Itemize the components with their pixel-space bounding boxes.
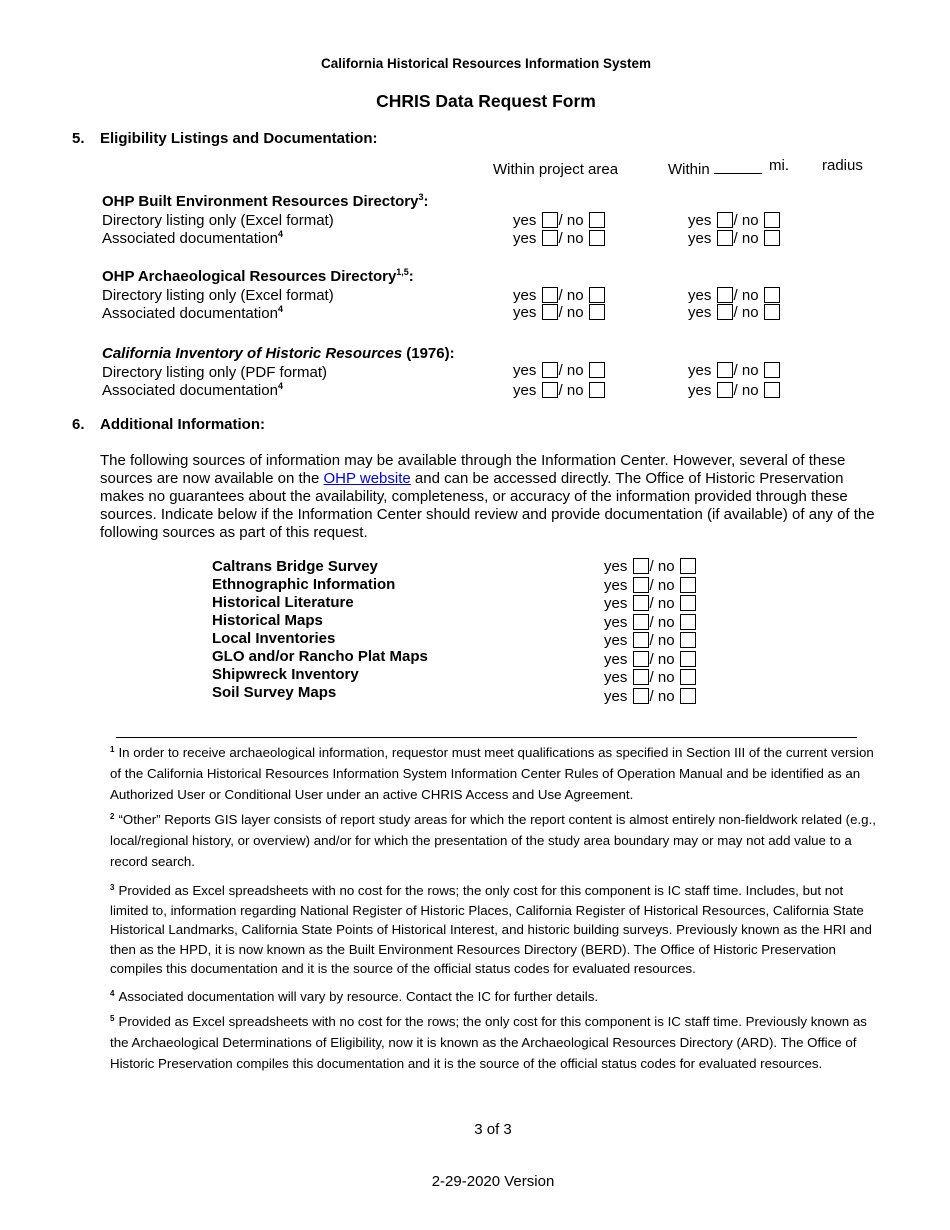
- group-title-suffix: (1976):: [402, 345, 455, 362]
- yes-label: yes: [604, 613, 628, 631]
- no-label: / no: [558, 382, 584, 399]
- form-title: CHRIS Data Request Form: [376, 91, 596, 111]
- no-label: / no: [558, 304, 584, 321]
- group-archaeological: [102, 268, 562, 324]
- row-associated-doc-label: Associated documentation: [102, 305, 278, 322]
- no-label: / no: [649, 687, 675, 705]
- no-label: / no: [733, 382, 759, 399]
- footnote-number: 1: [110, 744, 115, 754]
- no-checkbox[interactable]: [680, 651, 696, 667]
- footnote-ref: 1,5: [396, 267, 409, 277]
- footnote-divider: [116, 737, 857, 738]
- yes-label: yes: [688, 287, 712, 304]
- footnote-text: Associated documentation will vary by resource. Contact the IC for further details.: [118, 989, 599, 1004]
- yes-checkbox[interactable]: [542, 287, 558, 303]
- no-label: / no: [558, 212, 584, 229]
- group-title: OHP Built Environment Resources Directory: [102, 193, 419, 210]
- col-header-within: [668, 161, 762, 178]
- yn-pair: [688, 230, 781, 249]
- yes-checkbox[interactable]: [717, 230, 733, 246]
- section-6-title: Additional Information:: [100, 416, 265, 433]
- yn-pair: [513, 287, 606, 306]
- col-header-radius: radius: [822, 157, 863, 174]
- yes-label: yes: [604, 558, 628, 575]
- page-number: 3 of 3: [474, 1121, 512, 1138]
- footnote-2: [110, 809, 880, 872]
- no-label: / no: [558, 287, 584, 304]
- yn-pair: [604, 614, 697, 633]
- no-checkbox[interactable]: [680, 558, 696, 574]
- no-checkbox[interactable]: [764, 230, 780, 246]
- no-label: / no: [733, 304, 759, 321]
- yes-label: yes: [513, 362, 537, 379]
- yes-label: yes: [688, 382, 712, 399]
- ohp-website-link[interactable]: OHP website: [323, 470, 411, 487]
- group-title-suffix: :: [408, 268, 414, 285]
- no-checkbox[interactable]: [589, 230, 605, 246]
- group-title: California Inventory of Historic Resources: [102, 345, 403, 362]
- footnote-ref: 3: [418, 192, 424, 202]
- no-label: / no: [649, 632, 675, 649]
- no-checkbox[interactable]: [764, 362, 780, 378]
- paragraph-text: and can be accessed directly. The Office of Historic Preservation makes no guarantees about the availability, completeness, or accuracy of the information provided through these sources. Indicate below if the Information Center should review and provide documentation (if available) of any of the following sources as part of this request.: [100, 470, 875, 541]
- no-checkbox[interactable]: [680, 595, 696, 611]
- yes-checkbox[interactable]: [717, 382, 733, 398]
- sources-yn-list: [604, 558, 697, 706]
- row-directory-listing: Directory listing only (PDF format): [102, 363, 328, 381]
- no-label: / no: [733, 212, 759, 229]
- group-built-environment: [102, 193, 562, 249]
- source-item: Ethnographic Information: [212, 576, 396, 593]
- row-associated-doc: [102, 382, 562, 401]
- section-5-heading: [72, 130, 572, 150]
- yn-pair: [688, 212, 781, 231]
- no-checkbox[interactable]: [589, 382, 605, 398]
- no-label: / no: [649, 576, 675, 594]
- group-title: OHP Archaeological Resources Directory: [102, 268, 397, 285]
- yn-pair: [604, 558, 697, 577]
- footnote-text: “Other” Reports GIS layer consists of report study areas for which the report content is almost entirely non-fieldwork related (e.g., local/regional history, or overview) and/or for which the presentation of the study area boundary may or may not add value to a record search.: [110, 812, 876, 869]
- no-checkbox[interactable]: [680, 577, 696, 593]
- no-label: / no: [558, 230, 584, 247]
- paragraph-text: The following sources of information may be available through the Information Center. However, several of these sources are now available on the: [100, 452, 846, 487]
- yes-label: yes: [513, 287, 537, 304]
- yn-pair: [604, 651, 697, 670]
- no-label: / no: [733, 230, 759, 247]
- yes-label: yes: [604, 632, 628, 649]
- yes-checkbox[interactable]: [633, 651, 649, 667]
- yn-pair: [604, 688, 697, 707]
- source-item: Historical Literature: [212, 594, 354, 611]
- yn-pair: [513, 382, 606, 401]
- yes-checkbox[interactable]: [633, 614, 649, 630]
- no-label: / no: [649, 669, 675, 686]
- col-header-project-area: Within project area: [493, 161, 619, 178]
- footnote-text: Provided as Excel spreadsheets with no cost for the rows; the only cost for this component is IC staff time. Includes, but not limited to, information regarding National Register of Historic Places, California Register of Historical Resources, California State Historical Landmarks, California State Points of Historical Interest, and historic building surveys. Previously known as the HRI and then as the HPD, it is now known as the Built Environment Resources Directory (BERD). The Office of Historic Preservation compiles this documentation and it is the source of the official status codes for evaluated resources.: [110, 883, 872, 976]
- yes-checkbox[interactable]: [633, 632, 649, 648]
- yes-checkbox[interactable]: [542, 362, 558, 378]
- col-header-within-label: Within: [668, 161, 710, 178]
- footnote-number: 4: [110, 988, 115, 998]
- yes-checkbox[interactable]: [542, 382, 558, 398]
- yes-label: yes: [688, 230, 712, 247]
- yn-pair: [513, 212, 606, 231]
- yes-label: yes: [688, 362, 712, 379]
- footnote-ref: 4: [277, 229, 283, 239]
- no-label: / no: [649, 595, 675, 612]
- footnote-3: [110, 881, 880, 979]
- yn-pair: [604, 595, 697, 614]
- yn-pair: [604, 632, 697, 651]
- yn-pair: [513, 362, 606, 381]
- footnote-number: 5: [110, 1013, 115, 1023]
- footnote-ref: 4: [277, 304, 283, 314]
- yes-checkbox[interactable]: [542, 212, 558, 228]
- no-checkbox[interactable]: [764, 212, 780, 228]
- section-6-paragraph: [100, 452, 875, 542]
- yes-label: yes: [604, 669, 628, 686]
- source-item: Caltrans Bridge Survey: [212, 558, 378, 575]
- row-associated-doc: [102, 305, 562, 324]
- no-checkbox[interactable]: [589, 212, 605, 228]
- no-checkbox[interactable]: [680, 688, 696, 704]
- yn-pair: [688, 362, 781, 381]
- yes-label: yes: [513, 212, 537, 229]
- footnote-number: 2: [110, 811, 115, 821]
- yes-label: yes: [688, 212, 712, 229]
- row-associated-doc-label: Associated documentation: [102, 230, 278, 247]
- yes-checkbox[interactable]: [633, 577, 649, 593]
- yes-label: yes: [688, 304, 712, 321]
- yn-pair: [688, 304, 781, 323]
- no-checkbox[interactable]: [680, 614, 696, 630]
- group-california-inventory: [102, 345, 562, 401]
- yes-label: yes: [604, 576, 628, 594]
- system-header: California Historical Resources Information System: [320, 56, 652, 71]
- row-associated-doc: [102, 230, 562, 249]
- yes-label: yes: [513, 230, 537, 247]
- yes-checkbox[interactable]: [542, 230, 558, 246]
- yn-pair: [513, 230, 606, 249]
- yn-pair: [513, 304, 606, 323]
- footnote-text: In order to receive archaeological information, requestor must meet qualifications as specified in Section III of the current version of the California Historical Resources Information System Information Center Rules of Operation Manual and be identified as an Authorized User or Conditional User under an active CHRIS Access and Use Agreement.: [110, 745, 874, 802]
- version-label: 2-29-2020 Version: [431, 1173, 555, 1190]
- no-label: / no: [649, 613, 675, 631]
- no-checkbox[interactable]: [764, 304, 780, 320]
- no-checkbox[interactable]: [680, 669, 696, 685]
- source-item: Historical Maps: [212, 612, 323, 629]
- yes-checkbox[interactable]: [633, 595, 649, 611]
- yes-checkbox[interactable]: [633, 558, 649, 574]
- yes-checkbox[interactable]: [717, 287, 733, 303]
- row-directory-listing: Directory listing only (Excel format): [102, 211, 334, 229]
- no-checkbox[interactable]: [589, 362, 605, 378]
- yes-label: yes: [604, 595, 628, 612]
- footnote-4: [110, 987, 880, 1007]
- footnote-number: 3: [110, 882, 115, 892]
- no-checkbox[interactable]: [589, 287, 605, 303]
- yes-checkbox[interactable]: [633, 688, 649, 704]
- yes-label: yes: [604, 650, 628, 668]
- yes-label: yes: [604, 687, 628, 705]
- section-5-number: 5.: [72, 130, 85, 147]
- yn-pair: [604, 577, 697, 596]
- no-checkbox[interactable]: [680, 632, 696, 648]
- yes-checkbox[interactable]: [717, 304, 733, 320]
- yn-pair: [604, 669, 697, 688]
- no-label: / no: [649, 650, 675, 668]
- no-checkbox[interactable]: [589, 304, 605, 320]
- source-item: Shipwreck Inventory: [212, 666, 359, 683]
- section-6-number: 6.: [72, 416, 85, 433]
- no-label: / no: [558, 362, 584, 379]
- yes-label: yes: [513, 304, 537, 321]
- yes-checkbox[interactable]: [717, 362, 733, 378]
- section-6-heading: [72, 416, 572, 436]
- footnote-ref: 4: [277, 381, 283, 391]
- source-item: GLO and/or Rancho Plat Maps: [212, 648, 428, 665]
- no-label: / no: [733, 362, 759, 379]
- row-associated-doc-label: Associated documentation: [102, 382, 278, 399]
- yes-checkbox[interactable]: [633, 669, 649, 685]
- footnote-text: Provided as Excel spreadsheets with no cost for the rows; the only cost for this component is IC staff time. Previously known as the Archaeological Determinations of Eligibility, now it is known as the Archaeological Resources Directory (ARD). The Office of Historic Preservation compiles this documentation and it is the source of the official status codes for evaluated resources.: [110, 1014, 867, 1071]
- group-title-suffix: :: [423, 193, 429, 210]
- yes-checkbox[interactable]: [717, 212, 733, 228]
- sources-list: [212, 558, 428, 702]
- yn-pair: [688, 287, 781, 306]
- no-label: / no: [733, 287, 759, 304]
- no-checkbox[interactable]: [764, 382, 780, 398]
- no-checkbox[interactable]: [764, 287, 780, 303]
- source-item: Local Inventories: [212, 630, 336, 647]
- row-directory-listing: Directory listing only (Excel format): [102, 286, 334, 304]
- yes-label: yes: [513, 382, 537, 399]
- footnote-1: [110, 742, 880, 805]
- source-item: Soil Survey Maps: [212, 684, 337, 701]
- section-5-title: Eligibility Listings and Documentation:: [100, 130, 378, 147]
- no-label: / no: [649, 558, 675, 575]
- footnote-5: [110, 1011, 880, 1074]
- radius-miles-field[interactable]: [714, 161, 762, 174]
- yes-checkbox[interactable]: [542, 304, 558, 320]
- yn-pair: [688, 382, 781, 401]
- col-header-mi: mi.: [769, 157, 789, 174]
